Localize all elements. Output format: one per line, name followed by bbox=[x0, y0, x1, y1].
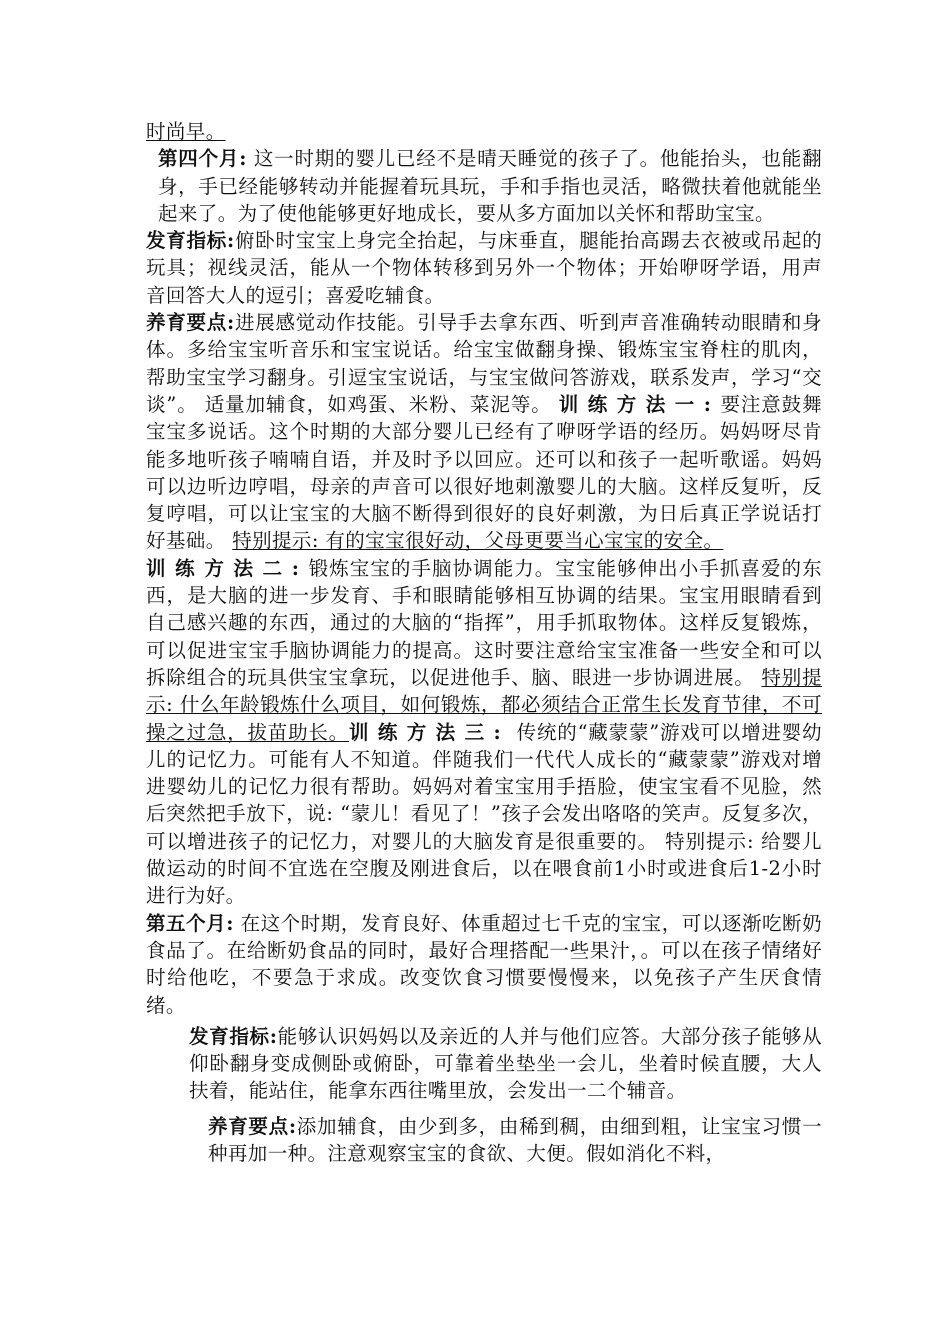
care-points-five-text: 添加辅食，由少到多，由稀到稠，由细到粗，让宝宝习惯一种再加一种。注意观察宝宝的食欲、大便。假如消化不料， bbox=[208, 1114, 822, 1165]
training-method-two-text: 锻炼宝宝的手脑协调能力。宝宝能够伸出小手抓喜爱的东西，是大脑的进一步发育、手和眼睛能够相互协调的结果。宝宝用眼睛看到自己感兴趣的东西，通过的大脑的“指挥”，用手抓取物体。这样反复锻炼，可以促进宝宝手脑协调能力的提高。这时要注意给宝宝准备一些安全和可以拆除组合的玩具供宝宝拿玩，以促进他手、脑、眼进一步协调进展。 bbox=[146, 556, 822, 689]
training-method-three-text: 传统的“藏蒙蒙”游戏可以增进婴幼儿的记忆力。可能有人不知道。伴随我们一代代人成长的“藏蒙蒙”游戏对增进婴幼儿的记忆力很有帮助。妈妈对着宝宝用手捂脸，使宝宝看不见脸，然后突然把手放下，说: “蒙儿！看见了！”孩子会发出咯咯的笑声。反复多次，可以增进孩子的记忆力，对婴儿的大脑发育是很重要的。 特别提示: 给婴儿做运动的时间不宜选在空腹及刚进食后，以在喂食前1小时或进食后1-2小时进行为好。 bbox=[146, 720, 822, 908]
month-four-text: 这一时期的婴儿已经不是晴天睡觉的孩子了。他能抬头，也能翻身，手已经能够转动并能握着玩具玩，手和手指也灵活，略微扶着他就能坐起来了。为了使他能够更好地成长，要从多方面加以关怀和帮助宝宝。 bbox=[158, 147, 822, 225]
heading-training-method-one: 训练方法一: bbox=[558, 392, 720, 416]
care-points-text: 进展感觉动作技能。引导手去拿东西、听到声音准确转动眼睛和身体。多给宝宝听音乐和宝宝说话。给宝宝做翻身操、锻炼宝宝脊柱的肌肉，帮助宝宝学习翻身。引逗宝宝说话，与宝宝做问答游戏，联系发声，学习“交谈”。 适量加辅食，如鸡蛋、米粉、菜泥等。 bbox=[146, 311, 822, 416]
heading-month-four: 第四个月: bbox=[158, 147, 247, 171]
paragraph-training-method-two bbox=[146, 555, 822, 910]
paragraph-development-index bbox=[146, 227, 822, 309]
heading-month-five: 第五个月: bbox=[146, 911, 234, 935]
paragraph-care-points bbox=[146, 309, 822, 555]
month-five-text: 在这个时期，发育良好、体重超过七千克的宝宝，可以逐渐吃断奶食品了。在给断奶食品的同时，最好合理搭配一些果汁，。可以在孩子情绪好时给他吃，不要急于求成。改变饮食习惯要慢慢来，以免孩子产生厌食情绪。 bbox=[146, 911, 823, 1017]
special-tip-two: 特别提示: 什么年龄锻炼什么项目，如何锻炼，都必须结合正常生长发育节律，不可操之过急，拔苗助长。 bbox=[146, 665, 822, 744]
continuation-text: 时尚早。 bbox=[146, 120, 226, 143]
heading-development-index-five: 发育指标: bbox=[189, 1024, 278, 1048]
paragraph-month-five bbox=[146, 910, 822, 1019]
paragraph-care-points-five bbox=[146, 1113, 822, 1168]
heading-care-points-five: 养育要点: bbox=[208, 1114, 297, 1138]
training-method-one-text: 要注意鼓舞宝宝多说话。这个时期的大部分婴儿已经有了咿呀学语的经历。妈妈呀尽肯能多地听孩子喃喃自语，并及时予以回应。还可以和孩子一起听歌谣。妈妈可以边听边哼唱，母亲的声音可以很好地刺激婴儿的大脑。这样反复听，反复哼唱，可以让宝宝的大脑不断得到很好的良好刺激，为日后真正学说话打好基础。 bbox=[146, 392, 822, 553]
special-tip-one: 特别提示: 有的宝宝很好动，父母更要当心宝宝的安全。 bbox=[232, 529, 724, 553]
development-index-five-text: 能够认识妈妈以及亲近的人并与他们应答。大部分孩子能够从仰卧翻身变成侧卧或俯卧，可靠着坐垫坐一会儿，坐着时候直腰，大人扶着，能站住，能拿东西往嘴里放，会发出一二个辅音。 bbox=[189, 1024, 822, 1103]
development-index-text: 俯卧时宝宝上身完全抬起，与床垂直，腿能抬高踢去衣被或吊起的玩具；视线灵活，能从一个物体转移到另外一个物体；开始咿呀学语，用声音回答大人的逗引；喜爱吃辅食。 bbox=[146, 229, 822, 307]
heading-care-points: 养育要点: bbox=[146, 311, 235, 335]
paragraph-continuation bbox=[146, 118, 822, 145]
heading-training-method-two: 训练方法二: bbox=[146, 556, 308, 580]
paragraph-month-four bbox=[146, 145, 822, 227]
document-page bbox=[146, 118, 822, 1167]
paragraph-development-index-five bbox=[146, 1023, 822, 1105]
heading-training-method-three: 训练方法三: bbox=[348, 720, 510, 744]
heading-development-index: 发育指标: bbox=[146, 229, 235, 253]
